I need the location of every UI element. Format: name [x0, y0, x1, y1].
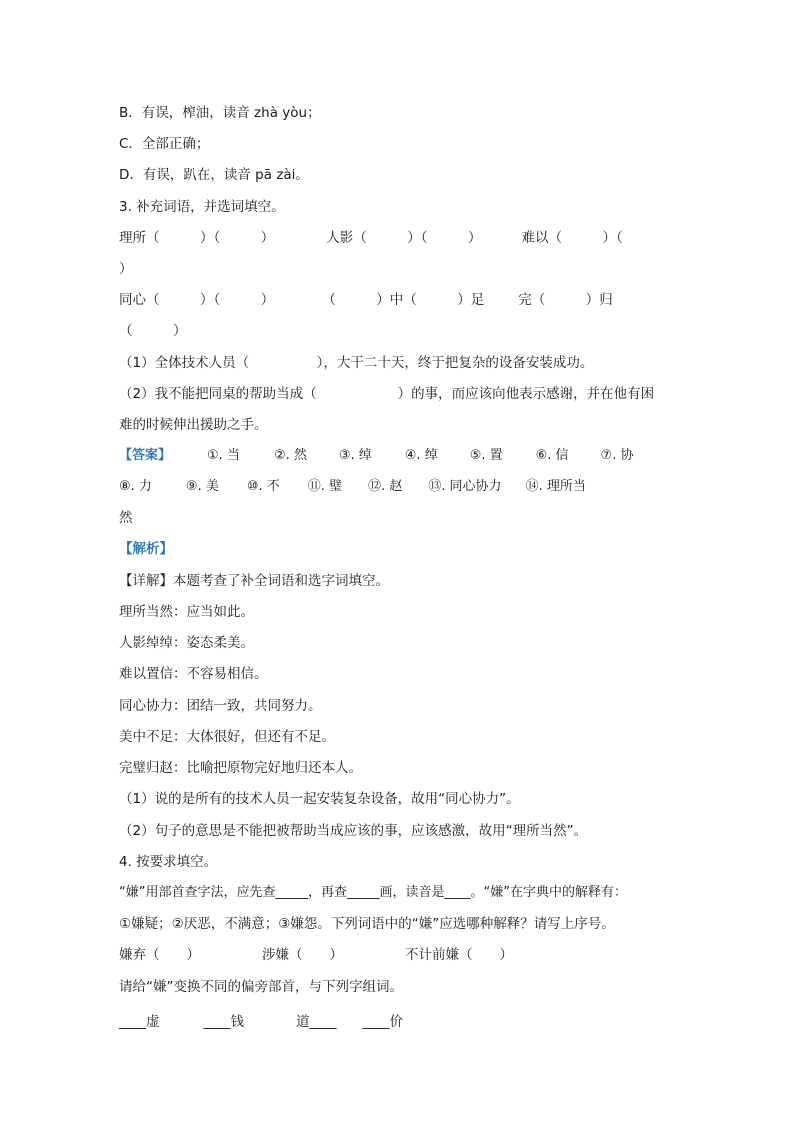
blank-word: ____钱	[203, 1014, 244, 1030]
blank-word: 道____	[296, 1014, 337, 1030]
analysis-tag: 【解析】	[119, 541, 173, 557]
answer-tag: 【答案】	[119, 448, 172, 463]
analysis-explanation-2: （2）句子的意思是不能把被帮助当成应该的事，应该感激，故用“理所当然”。	[119, 823, 588, 839]
answer-item: ⑥. 信	[535, 448, 569, 463]
option-b: B．有误，榨油，读音 zhà yòu；	[119, 105, 321, 121]
word-shexian: 涉嫌（ ）	[262, 947, 343, 963]
answer-row-1	[119, 446, 633, 466]
word-bujiqianxian: 不计前嫌（ ）	[405, 947, 513, 963]
answer-item: ④. 绰	[404, 448, 438, 463]
analysis-detail: 【详解】本题考查了补全词语和选字词填空。	[119, 573, 389, 589]
sentence-1: （1）全体技术人员（ ），大干二十天，终于把复杂的设备安装成功。	[119, 355, 594, 371]
fill-row-2	[119, 290, 613, 310]
answer-item: ⑪. 璧	[307, 479, 343, 494]
idiom-explanation: 难以置信：不容易相信。	[119, 666, 268, 682]
answer-row-2	[119, 477, 586, 497]
analysis-explanation-1: （1）说的是所有的技术人员一起安装复杂设备，故用“同心协力”。	[119, 791, 520, 807]
answer-item: ⑩. 不	[246, 479, 280, 494]
idiom-explanation: 同心协力：团结一致，共同努力。	[119, 698, 322, 714]
question-4-blanks	[119, 1012, 403, 1032]
answer-item: ⑫. 赵	[368, 479, 403, 494]
question-4-title: 4. 按要求填空。	[119, 854, 218, 870]
fill-word-wan-gui: 完（ ）归	[518, 292, 613, 308]
option-d: D．有误，趴在，读音 pā zài。	[119, 167, 309, 183]
blank-word: ____价	[362, 1014, 403, 1030]
answer-item: ①. 当	[207, 448, 240, 463]
answer-item: ⑬. 同心协力	[428, 479, 502, 494]
sentence-2-cont: 难的时候伸出援助之手。	[119, 417, 268, 433]
word-xianqi: 嫌弃（ ）	[119, 947, 200, 963]
idiom-explanation: 完璧归赵：比喻把原物完好地归还本人。	[119, 760, 362, 776]
sentence-2: （2）我不能把同桌的帮助当成（ ）的事，而应该向他表示感谢，并在他有困	[119, 386, 655, 402]
fill-word-nanyi: 难以（ ）（	[521, 230, 623, 246]
fill-word-zhong-zu: （ ）中（ ）足	[322, 292, 485, 308]
answer-item: ⑤. 置	[469, 448, 503, 463]
question-4-line-1: “嫌”用部首查字法，应先查_____，再查_____画，读音是____。“嫌”在字典中的解释有：	[119, 885, 627, 900]
blank-word: ____虚	[119, 1014, 160, 1030]
answer-item: ⑭. 理所当	[525, 479, 586, 494]
fill-row-1	[119, 228, 623, 248]
idiom-explanation: 理所当然：应当如此。	[119, 604, 254, 620]
idiom-explanation: 人影绰绰：姿态柔美。	[119, 635, 254, 651]
answer-row-3: 然	[119, 510, 133, 526]
fill-word-lisuo: 理所（ ）（ ）	[119, 230, 275, 246]
answer-item: ③. 绰	[338, 448, 372, 463]
idiom-explanation: 美中不足：大体很好，但还有不足。	[119, 729, 335, 745]
question-3-title: 3. 补充词语，并选词填空。	[119, 199, 285, 215]
option-c: C．全部正确；	[119, 136, 210, 152]
fill-row-2-wrap: （ ）	[119, 323, 187, 339]
question-4-words	[119, 945, 513, 965]
question-4-line-2: ①嫌疑；②厌恶，不满意；③嫌怨。下列词语中的“嫌”应选哪种解释？请写上序号。	[119, 916, 615, 932]
question-4-line-3: 请给“嫌”变换不同的偏旁部首，与下列字组词。	[119, 979, 403, 995]
answer-item: ⑦. 协	[600, 448, 634, 463]
answer-item: ⑨. 美	[185, 479, 219, 494]
answer-item: ⑧. 力	[119, 479, 152, 494]
fill-row-1-wrap: ）	[119, 261, 133, 277]
answer-item: ②. 然	[273, 448, 307, 463]
fill-word-tongxin: 同心（ ）（ ）	[119, 292, 275, 308]
fill-word-renying: 人影（ ）（ ）	[326, 230, 482, 246]
